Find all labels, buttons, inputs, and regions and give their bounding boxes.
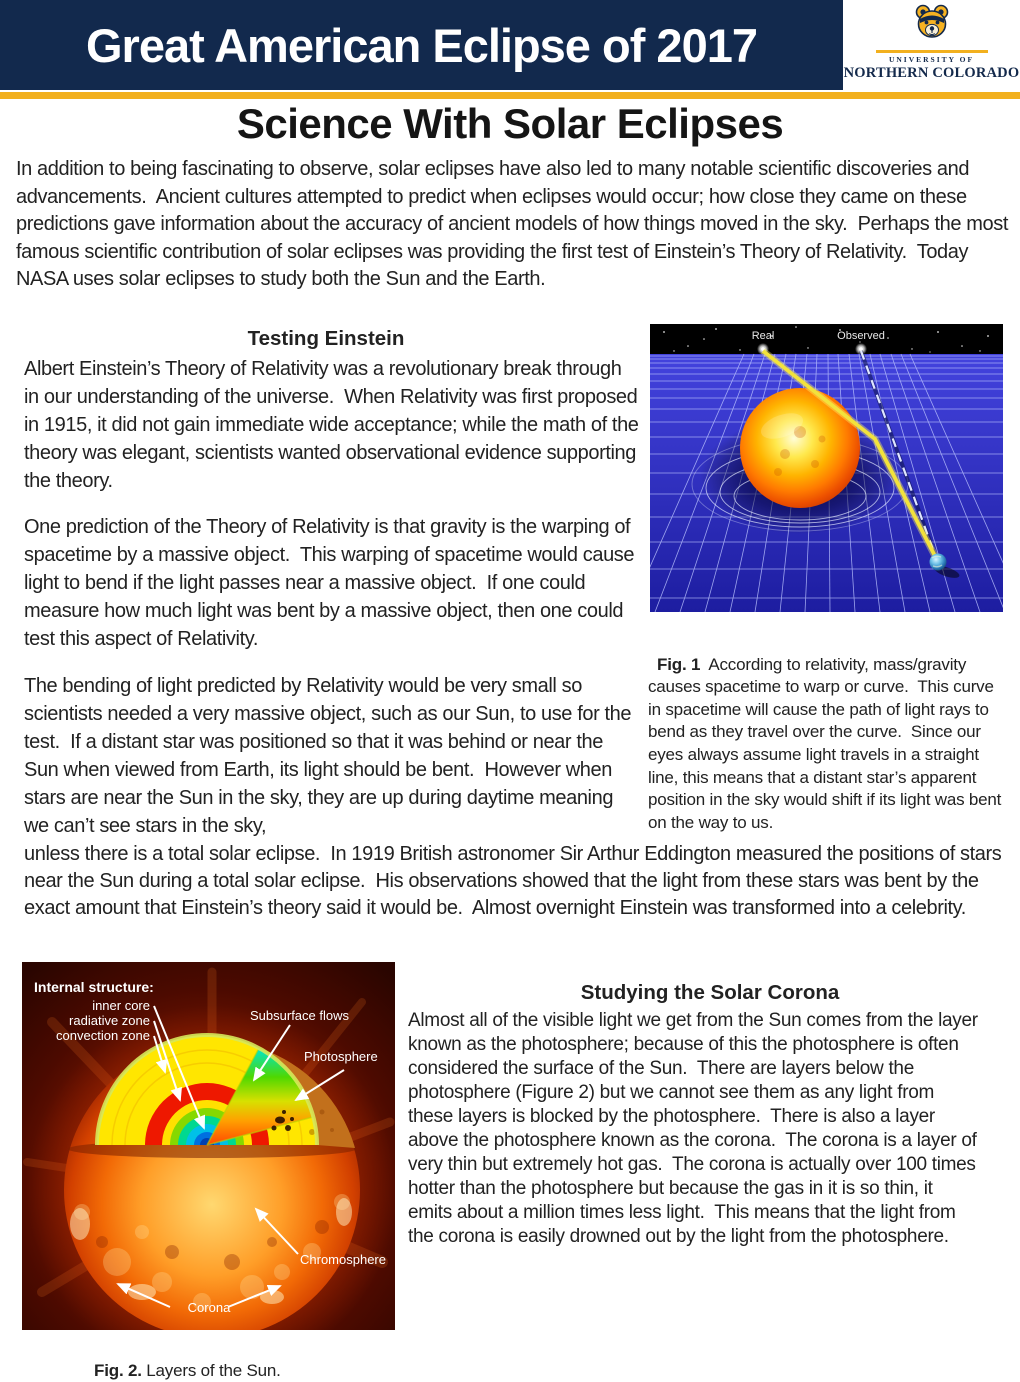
fig2-subsurface-flows-label: Subsurface flows [250, 1008, 349, 1023]
figure-1-caption-label: Fig. 1 [657, 654, 701, 674]
testing-einstein-paragraph-3: The bending of light predicted by Relativity would be very small so scientists needed a very massive object, such as our Sun, to use for the test. If a distant star was positioned so that it was behind or near the Sun when viewed from Earth, its light should be bent. However when stars are near the Sun in the sky, they are up during daytime meaning we can’t see stars in the sky, [24, 675, 637, 837]
fig2-inner-core-label: inner core [92, 998, 150, 1013]
banner-title: Great American Eclipse of 2017 [86, 18, 757, 72]
figure-2-sun-layers-image [22, 962, 395, 1330]
figure-2-caption-text: Layers of the Sun. [141, 1360, 281, 1380]
page-title: Science With Solar Eclipses [236, 100, 784, 147]
logo-northern-colorado: NORTHERN COLORADO [843, 65, 1020, 81]
gold-divider-line [0, 92, 1020, 99]
testing-einstein-continuation: unless there is a total solar eclipse. In 1919 British astronomer Sir Arthur Eddington measured the positions of stars near the Sun during a total solar eclipse. His observations showed that the light from these stars was bent by the exact amount that Einstein’s theory said it would be. Almost overnight Einstein was transformed into a celebrity. [24, 843, 1007, 919]
solar-corona-heading: Studying the Solar Corona [580, 981, 840, 1004]
bear-logo-icon [912, 2, 952, 44]
solar-corona-paragraph: Almost all of the visible light we get from the Sun comes from the layer known as the photosphere; because of this the photosphere is often considered the surface of the Sun. There are layers below the photosphere (Figure 2) but we cannot see them as any light from these layers is blocked by the photosphere. There is also a layer above the photosphere known as the corona. The corona is a layer of very thin but extremely hot gas. The corona is actually over 100 times hotter than the photosphere but because the gas in it is so thin, it emits about a million times less light. This means that the light from the corona is easily drowned out by the light from the photosphere. [408, 1010, 983, 1247]
fig2-chromosphere-label: Chromosphere [300, 1252, 386, 1267]
figure-1-caption-text: According to relativity, mass/gravity causes spacetime to warp or curve. This curve in spacetime will cause the path of light rays to bend as they travel over the curve. Since our eyes always assume light travels in a straight line, this means that a distant star’s apparent position in the sky would shift if its light was bent on the way to us. [648, 654, 1006, 832]
figure-1-spacetime-image [650, 324, 1003, 612]
title-banner [0, 0, 843, 90]
testing-einstein-heading: Testing Einstein [247, 327, 405, 350]
fig2-internal-structure-label: Internal structure: [34, 979, 154, 995]
testing-einstein-paragraph-1: Albert Einstein’s Theory of Relativity was a revolutionary break through in our understanding of the universe. When Relativity was first proposed in 1915, it did not gain immediate wide acceptance; while the math of the theory was elegant, scientists wanted observational evidence supporting the theory. [24, 358, 644, 492]
fig2-photosphere-label: Photosphere [304, 1049, 378, 1064]
fig2-convection-zone-label: convection zone [56, 1028, 150, 1043]
figure-1-caption [648, 631, 1006, 834]
figure-2-caption-label: Fig. 2. [94, 1360, 142, 1380]
logo-university-of: UNIVERSITY OF [888, 55, 975, 64]
testing-einstein-paragraph-2: One prediction of the Theory of Relativity is that gravity is the warping of spacetime by a massive object. This warping of spacetime would cause light to bend if the light passes near a massive object. If one could measure how much light was bent by a massive object, then one could test this aspect of Relativity. [24, 516, 640, 650]
intro-paragraph: In addition to being fascinating to observe, solar eclipses have also led to many notable scientific discoveries and advancements. Ancient cultures attempted to predict when eclipses would occur; how close they came on these predictions gave information about the accuracy of ancient models of how things moved in the sky. Perhaps the most famous scientific contribution of solar eclipses was providing the first test of Einstein’s Theory of Relativity. Today NASA uses solar eclipses to study both the Sun and the Earth. [16, 158, 1014, 290]
unc-logo [843, 0, 1020, 92]
fig1-sun [740, 388, 860, 508]
logo-divider [876, 50, 988, 53]
fig1-observed-label: Observed [837, 330, 885, 342]
fig2-radiative-zone-label: radiative zone [69, 1013, 150, 1028]
fig1-real-label: Real [751, 330, 775, 342]
fig2-corona-label: Corona [187, 1300, 231, 1315]
